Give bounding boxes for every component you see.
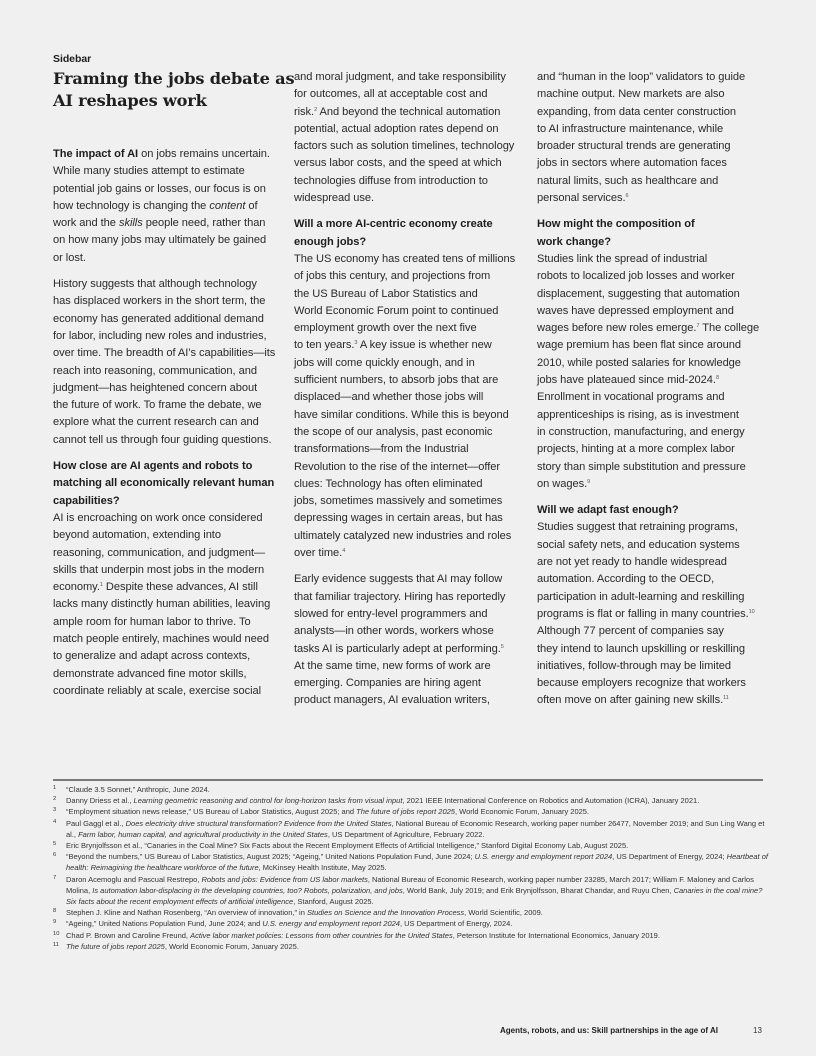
sidebar-kicker: Sidebar — [53, 53, 92, 65]
footnote-text: Daron Acemoglu and Pascual Restrepo, — [66, 874, 202, 884]
text-line: coordinate reliably at scale, exercise social — [53, 684, 262, 697]
text-line: displaced—and whether those jobs will — [294, 391, 484, 404]
footnote-ref-4[interactable]: 4 — [342, 548, 346, 555]
footnote-title: Active labor market policies: Lessons from other countries for the United States — [190, 930, 453, 940]
text-line: analysts—in other words, workers whose — [294, 625, 494, 638]
text-line: factors such as solution timelines, technology — [294, 140, 515, 153]
question-1-body-continued — [294, 69, 529, 207]
text-line: transformations—from the Industrial — [294, 443, 469, 456]
text-line: At the same time, new forms of work are — [294, 659, 491, 672]
text-line: potential, actual adoption rates depend on — [294, 122, 499, 135]
footnote-title: Canaries in the coal mine? Six facts about the recent employment effects of artificial intelligence — [66, 885, 763, 907]
text-line: content — [209, 199, 246, 212]
text-line: and “human in the loop” validators to guide — [537, 71, 746, 83]
footnote-item — [53, 851, 773, 873]
footnote-title: Farm labor, human capital, and agricultural productivity in the United States — [78, 829, 328, 839]
text-line: over time. The breadth of AI’s capabilities—its — [53, 347, 276, 360]
text-line: AI reshapes work — [53, 90, 207, 110]
text-line: potential job gains or losses, our focus is on — [53, 182, 266, 195]
text-line: demonstrate advanced fine motor skills, — [53, 667, 247, 680]
footnote-number: 1 — [53, 785, 57, 791]
text-line: capabilities? — [53, 494, 120, 507]
text-line: for labor, including new roles and industries, — [53, 329, 267, 342]
footnote-item — [53, 930, 773, 941]
footnote-number: 11 — [53, 941, 60, 948]
text-line: on jobs remains uncertain. — [138, 148, 270, 160]
text-line: social safety nets, and education systems — [537, 538, 740, 551]
footnote-ref-2[interactable]: 2 — [314, 106, 318, 113]
text-line: apprenticeships is rising, as is investment — [537, 408, 739, 421]
question-2-body — [294, 251, 529, 562]
footnote-title: Heartbeat of health: Reimagining the healthcare workforce of the future — [66, 852, 768, 873]
footnote-title: Robots and jobs: Evidence from US labor markets — [201, 874, 368, 884]
text-line: because employers recognize that workers — [537, 677, 746, 690]
footnote-item — [53, 907, 773, 918]
text-line: ultimately catalyzed new industries and roles — [294, 529, 512, 542]
text-line: While many studies attempt to estimate — [53, 165, 245, 178]
question-3-body — [537, 251, 777, 493]
text-line: Although 77 percent of companies say — [537, 625, 724, 638]
footnote-number: 5 — [53, 841, 57, 848]
intro-paragraph — [53, 146, 288, 267]
footnote-item — [53, 818, 773, 840]
footnote-text: Danny Driess et al., — [66, 796, 134, 806]
text-line: on how many jobs may ultimately be gained — [53, 234, 267, 247]
text-line: machine output. New markets are also — [537, 88, 725, 101]
text-line: broader structural trends are generating — [537, 140, 731, 153]
footnote-title: The future of jobs report 2025 — [356, 807, 455, 817]
text-line: judgment—has heightened concern about — [53, 381, 258, 394]
text-line: Despite these advances, AI still — [102, 581, 258, 594]
history-paragraph — [53, 276, 288, 449]
footnote-number: 6 — [53, 852, 57, 859]
text-line: personal services. — [537, 192, 626, 205]
text-line: of — [245, 199, 258, 212]
footnote-text: Eric Brynjolfsson et al., “Canaries in the Coal Mine? Six Facts about the Recent Employment Effects of Artificial Intelligence,” Stanford Digital Economy Lab, August 2025. — [66, 841, 629, 851]
text-line: projects, hinting at a more complex labor — [537, 443, 735, 456]
text-line: technologies diffuse from introduction to — [294, 174, 488, 187]
text-line: automation. According to the OECD, — [537, 573, 715, 586]
text-line: to AI infrastructure maintenance, while — [537, 122, 724, 135]
text-line: reach into reasoning, communication, and — [53, 364, 257, 377]
text-line: participation in adult-learning and reskilling — [537, 590, 745, 603]
footnote-text: Stephen J. Kline and Nathan Rosenberg, “An overview of innovation,” in — [66, 908, 307, 918]
text-line: economy has generated additional demand — [53, 312, 264, 325]
text-line: Early evidence suggests that AI may follow — [294, 573, 503, 586]
text-line: AI is encroaching on work once considered — [53, 511, 263, 524]
footnote-number: 7 — [53, 874, 57, 881]
footnote-ref-6[interactable]: 6 — [625, 193, 629, 200]
footnote-ref-9[interactable]: 9 — [587, 478, 591, 485]
running-title: Agents, robots, and us: Skill partnerships in the age of AI — [500, 1026, 718, 1035]
footnote-number: 10 — [53, 930, 60, 937]
footnote-text: “Claude 3.5 Sonnet,” Anthropic, June 2024. — [66, 785, 210, 794]
text-line: slowed for entry-level programmers and — [294, 607, 488, 620]
text-line: reasoning, communication, and judgment— — [53, 546, 266, 559]
text-line: The college — [699, 322, 760, 335]
text-line: or lost. — [53, 251, 86, 264]
text-line: to generalize and adapt across contexts, — [53, 650, 251, 663]
text-line: lacks many distinctly human abilities, leaving — [53, 598, 271, 611]
footnote-item — [53, 840, 773, 851]
text-line: Revolution to the rise of the internet—offer — [294, 460, 501, 473]
text-line: skills — [118, 217, 143, 230]
text-line: explore what the current research can and — [53, 416, 259, 429]
footnote-text: , US Department of Agriculture, February 2022. — [327, 829, 485, 839]
footnote-text: , 2021 IEEE International Conference on Robotics and Automation (ICRA), January 2021. — [402, 796, 700, 806]
text-line: How might the composition of — [537, 218, 695, 231]
text-line: Studies link the spread of industrial — [537, 252, 708, 265]
footnote-text: , World Economic Forum, January 2025. — [454, 807, 590, 817]
text-line: natural limits, such as healthcare and — [537, 174, 719, 187]
footnote-item — [53, 795, 773, 806]
text-line: of jobs this century, and projections from — [294, 270, 491, 283]
footnote-text: , Stanford, August 2025. — [293, 897, 374, 907]
text-line: how technology is changing the — [53, 199, 210, 212]
text-line: work and the — [53, 217, 119, 230]
footnote-text: , US Department of Energy, 2024; — [612, 852, 727, 862]
text-line: work change? — [537, 235, 611, 248]
text-line: How close are AI agents and robots to — [53, 460, 253, 473]
footnote-title: Learning geometric reasoning and control for long-horizon tasks from visual input — [133, 796, 403, 806]
text-line: risk. — [294, 105, 315, 118]
footnote-text: “Beyond the numbers,” US Bureau of Labor Statistics, August 2025; “Ageing,” United Nations Population Fund, June 2024; — [66, 852, 475, 862]
text-line: economy. — [53, 581, 100, 594]
footnote-ref-8[interactable]: 8 — [715, 375, 719, 382]
text-line: are not yet ready to handle widespread — [537, 556, 727, 569]
text-line: the future of work. To frame the debate, we — [53, 399, 262, 412]
text-line: jobs have plateaued since mid-2024. — [537, 374, 716, 387]
footnote-item — [53, 918, 773, 929]
question-4-body — [537, 519, 777, 709]
intro-lead: The impact of AI — [53, 148, 139, 160]
text-line: have similar conditions. While this is beyond — [294, 408, 509, 421]
question-1-body — [53, 510, 288, 700]
footnote-divider — [53, 779, 763, 781]
footnote-text: , World Bank, July 2019; and Erik Brynjolfsson, Bharat Chandar, and Ruyu Chen, — [402, 885, 674, 895]
footnote-text: , Peterson Institute for International Economics, January 2019. — [452, 930, 660, 940]
question-2-heading — [294, 216, 529, 251]
text-line: and moral judgment, and take responsibility — [294, 71, 506, 83]
text-line: initiatives, follow-through may be limited — [537, 659, 731, 672]
text-line: waves have depressed employment and — [537, 304, 734, 317]
text-line: clues: Technology has often eliminated — [294, 477, 483, 490]
footnote-ref-7[interactable]: 7 — [696, 323, 700, 330]
text-line: programs is flat or falling in many countries. — [537, 607, 749, 620]
text-line: jobs will come quickly enough, and in — [294, 356, 475, 369]
text-line: the scope of our analysis, past economic — [294, 425, 493, 438]
text-line: World Economic Forum point to continued — [294, 304, 499, 317]
column-3 — [537, 69, 777, 719]
text-line: versus labor costs, and the speed at which — [294, 157, 502, 170]
footnote-text: “Employment situation news release,” US Bureau of Labor Statistics, August 2025; and — [66, 807, 357, 817]
text-line: Will we adapt fast enough? — [537, 504, 679, 517]
text-line: cannot tell us through four guiding questions. — [53, 433, 272, 446]
text-line: to ten years. — [294, 339, 355, 352]
footnote-ref-3[interactable]: 3 — [354, 340, 358, 347]
text-line: they intend to launch upskilling or reskilling — [537, 642, 745, 655]
text-line: on wages. — [537, 477, 588, 490]
text-line: tasks AI is particularly adept at performing. — [294, 642, 501, 655]
footnote-number: 3 — [53, 807, 57, 814]
footnote-text: , National Bureau of Economic Research, working paper number 23285, March 2017; William F. Maloney and Carlos Molina, — [66, 874, 754, 895]
footnote-item — [53, 784, 773, 795]
text-line: over time. — [294, 547, 343, 560]
text-line: Enrollment in vocational programs and — [537, 391, 725, 404]
early-evidence-paragraph-continued — [537, 69, 777, 207]
column-1 — [53, 52, 295, 709]
footnote-item — [53, 806, 773, 817]
question-3-heading — [537, 216, 777, 251]
footnote-title: Studies on Science and the Innovation Process — [306, 908, 465, 918]
text-line: Studies suggest that retraining programs, — [537, 521, 738, 534]
footnote-ref-10[interactable]: 10 — [748, 608, 755, 615]
footnote-item — [53, 874, 773, 908]
question-1-heading — [53, 458, 288, 510]
text-line: that familiar trajectory. Hiring has reportedly — [294, 590, 506, 603]
text-line: depressing wages in certain areas, but has — [294, 512, 503, 525]
footnote-number: 4 — [53, 818, 57, 825]
text-line: ample room for human labor to thrive. To — [53, 615, 251, 628]
text-line: 2010, while posted salaries for knowledge — [537, 356, 741, 369]
text-line: often move on after gaining new skills. — [537, 694, 724, 707]
text-line: match people entirely, machines would need — [53, 633, 269, 646]
footnote-text: “Ageing,” United Nations Population Fund, June 2024; and — [66, 919, 263, 929]
text-line: wages before new roles emerge. — [537, 322, 697, 335]
text-line: product managers, AI evaluation writers, — [294, 694, 490, 707]
text-line: sufficient numbers, to absorb jobs that are — [294, 374, 499, 387]
footnote-text: Chad P. Brown and Caroline Freund, — [66, 930, 191, 940]
text-line: wage premium has been flat since around — [537, 339, 742, 352]
footnote-ref-1[interactable]: 1 — [99, 582, 103, 589]
page-number: 13 — [753, 1026, 762, 1035]
footnote-text: , World Economic Forum, January 2025. — [164, 941, 299, 951]
text-line: skills that underpin most jobs in the modern — [53, 563, 265, 576]
text-line: for outcomes, all at acceptable cost and — [294, 88, 488, 101]
footnote-title: U.S. energy and employment report 2024 — [474, 852, 613, 862]
footnote-item — [53, 941, 773, 952]
footnote-text: , National Bureau of Economic Research, working paper number 26477, November 2019; and Sun Ling Wang et al., — [66, 818, 765, 839]
footnote-title: Does electricity drive structural transformation? Evidence from the United States — [125, 818, 392, 828]
footnote-text: , US Department of Energy, 2024. — [399, 919, 513, 929]
footnote-number: 8 — [53, 908, 57, 915]
text-line: A key issue is whether new — [357, 339, 492, 352]
text-line: enough jobs? — [294, 235, 367, 248]
text-line: jobs, sometimes massively and sometimes — [294, 495, 503, 508]
text-line: expanding, from data center construction — [537, 105, 737, 118]
footnote-title: The future of jobs report 2025 — [66, 941, 165, 951]
footnote-text: , McKinsey Health Institute, May 2025. — [258, 863, 387, 873]
text-line: the US Bureau of Labor Statistics and — [294, 287, 478, 300]
footnote-text: , World Scientific, 2009. — [464, 908, 543, 918]
text-line: story than simple substitution and pressure — [537, 460, 746, 473]
text-line: displacement, suggesting that automation — [537, 287, 740, 300]
text-line: matching all economically relevant human — [53, 477, 275, 490]
sidebar-title — [53, 68, 295, 111]
text-line: beyond automation, extending into — [53, 529, 221, 542]
footnote-title: Is automation labor-displacing in the developing countries, too? Robots, polarization, and jobs — [92, 885, 403, 895]
text-line: The US economy has created tens of millions — [294, 252, 516, 265]
footnote-number: 2 — [53, 796, 57, 803]
text-line: robots to localized job losses and worker — [537, 270, 735, 283]
footnotes — [53, 784, 773, 952]
footnote-text: Paul Gaggl et al., — [66, 818, 126, 828]
footnote-ref-11[interactable]: 11 — [723, 695, 729, 702]
text-line: employment growth over the next five — [294, 322, 477, 335]
footnote-number: 9 — [53, 919, 57, 926]
text-line: widespread use. — [294, 192, 375, 205]
text-line: History suggests that although technology — [53, 278, 257, 291]
text-line: And beyond the technical automation — [317, 105, 501, 118]
column-2 — [294, 69, 529, 719]
text-line: people need, rather than — [142, 217, 266, 230]
question-4-heading — [537, 502, 777, 519]
early-evidence-paragraph — [294, 571, 529, 709]
text-line: in construction, manufacturing, and energy — [537, 425, 745, 438]
text-line: emerging. Companies are hiring agent — [294, 677, 481, 690]
text-line: has displaced workers in the short term, the — [53, 295, 266, 308]
text-line: jobs in sectors where automation faces — [537, 157, 727, 170]
text-line: Framing the jobs debate as — [53, 69, 295, 88]
footnote-title: U.S. energy and employment report 2024 — [262, 919, 400, 929]
footnote-ref-5[interactable]: 5 — [500, 643, 504, 650]
text-line: Will a more AI-centric economy create — [294, 218, 493, 231]
